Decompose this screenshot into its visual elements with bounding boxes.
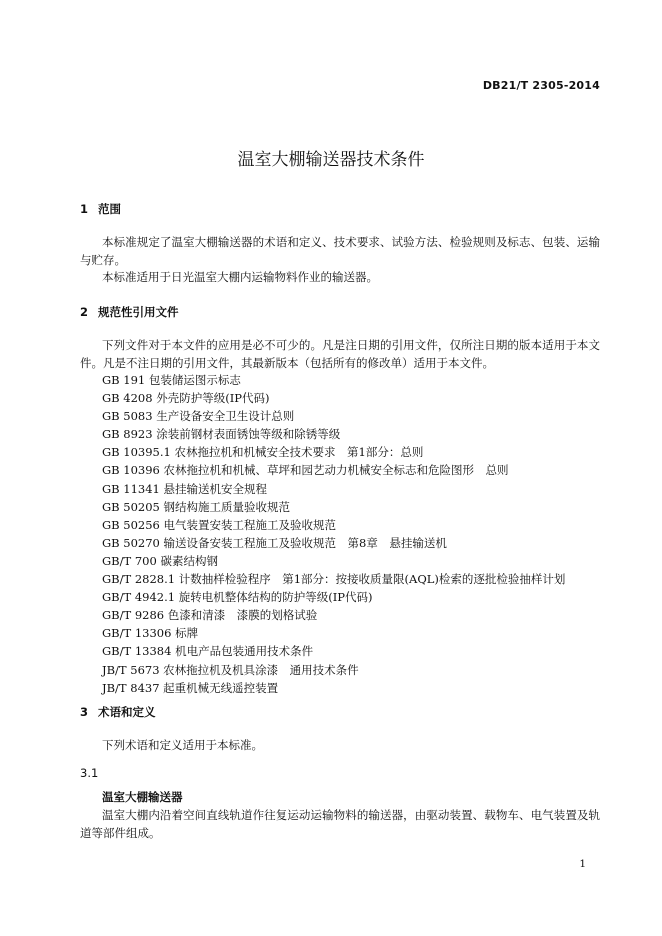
- reference-item: GB 50205 钢结构施工质量验收规范: [102, 499, 291, 514]
- reference-item: GB/T 4942.1 旋转电机整体结构的防护等级(IP代码): [102, 590, 373, 605]
- reference-item: JB/T 5673 农林拖拉机及机具涂漆 通用技术条件: [102, 662, 359, 677]
- section-3-intro: 下列术语和定义适用于本标准。: [102, 738, 263, 752]
- section-3-number: 3: [80, 705, 89, 719]
- reference-list: [102, 371, 565, 697]
- reference-item: GB 8923 涂装前钢材表面锈蚀等级和除锈等级: [102, 427, 341, 442]
- section-3-heading: [80, 704, 156, 720]
- reference-item: GB/T 9286 色漆和清漆 漆膜的划格试验: [102, 608, 318, 623]
- reference-item: GB 50256 电气装置安装工程施工及验收规范: [102, 517, 337, 532]
- reference-item: GB 10396 农林拖拉机和机械、草坪和园艺动力机械安全标志和危险图形 总则: [102, 463, 509, 478]
- reference-item: GB 50270 输送设备安装工程施工及验收规范 第8章 悬挂输送机: [102, 535, 447, 550]
- section-3-title: 术语和定义: [98, 705, 156, 719]
- section-2-title: 规范性引用文件: [98, 305, 179, 319]
- reference-item: GB 191 包装储运图示标志: [102, 373, 241, 387]
- document-title: 温室大棚输送器技术条件: [237, 150, 425, 170]
- reference-item: GB 5083 生产设备安全卫生设计总则: [102, 409, 295, 424]
- reference-item: GB/T 700 碳素结构钢: [102, 553, 218, 568]
- term-3-1-title: 温室大棚输送器: [102, 790, 183, 804]
- section-2-intro: 下列文件对于本文件的应用是必不可少的。凡是注日期的引用文件，仅所注日期的版本适用于本文件。凡是不注日期的引用文件，其最新版本（包括所有的修改单）适用于本文件。: [80, 338, 600, 370]
- reference-item: GB 4208 外壳防护等级(IP代码): [102, 391, 270, 406]
- section-1-title: 范围: [98, 202, 121, 216]
- reference-item: GB 10395.1 农林拖拉机和机械安全技术要求 第1部分：总则: [102, 445, 424, 460]
- term-3-1-number: 3.1: [80, 766, 99, 780]
- page-number: 1: [579, 858, 586, 870]
- section-1-heading: [80, 201, 121, 217]
- reference-item: GB 11341 悬挂输送机安全规程: [102, 481, 268, 496]
- term-3-1-definition: 温室大棚内沿着空间直线轨道作往复运动运输物料的输送器，由驱动装置、载物车、电气装置及轨道等部件组成。: [80, 808, 600, 840]
- section-1-paragraph-1: 本标准规定了温室大棚输送器的术语和定义、技术要求、试验方法、检验规则及标志、包装、运输与贮存。: [80, 235, 600, 267]
- document-code: DB21/T 2305-2014: [482, 79, 600, 92]
- reference-item: GB/T 13384 机电产品包装通用技术条件: [102, 644, 314, 659]
- section-1-number: 1: [80, 202, 89, 216]
- reference-item: GB/T 2828.1 计数抽样检验程序 第1部分：按接收质量限(AQL)检索的逐批检验抽样计划: [102, 572, 566, 587]
- reference-item: GB/T 13306 标牌: [102, 626, 199, 641]
- section-2-heading: [80, 304, 179, 320]
- reference-item: JB/T 8437 起重机械无线遥控装置: [102, 680, 279, 695]
- section-1-paragraph-2: 本标准适用于日光温室大棚内运输物料作业的输送器。: [102, 270, 378, 284]
- section-2-number: 2: [80, 305, 89, 319]
